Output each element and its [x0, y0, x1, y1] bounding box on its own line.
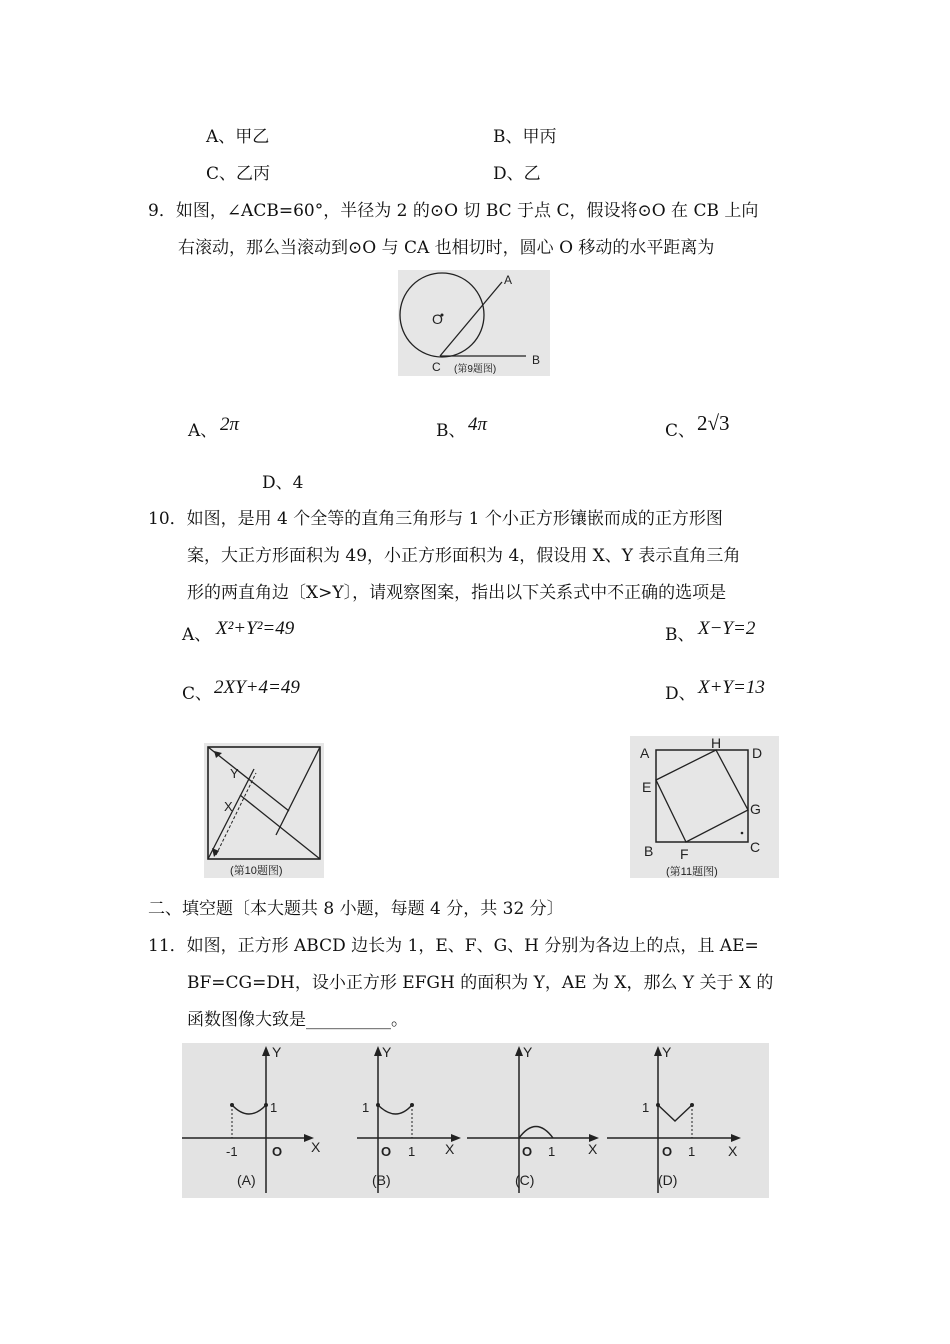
q9-option-c-value: 2√3 — [697, 411, 730, 435]
label-a: A — [504, 273, 513, 287]
q11-stem-line-2: BF=CG=DH，设小正方形 EFGH 的面积为 Y，AE 为 X，那么 Y 关于 X 的 — [187, 973, 774, 993]
label-o: O — [432, 311, 443, 327]
svg-text:O: O — [662, 1144, 673, 1159]
svg-text:Y: Y — [523, 1044, 533, 1060]
q9-option-b-value: 4π — [468, 414, 488, 435]
q9-caption: (第9题图) — [454, 364, 497, 375]
label-e: E — [642, 779, 652, 795]
q8-option-a: A、甲乙 — [206, 127, 270, 147]
q9-option-b-label: B、 — [436, 421, 466, 441]
q9-figure — [398, 270, 550, 376]
svg-text:O: O — [522, 1144, 533, 1159]
svg-text:1: 1 — [548, 1144, 556, 1159]
q10-option-b-value: X−Y=2 — [698, 618, 756, 639]
label-b: B — [532, 353, 541, 367]
q10-option-d-value: X+Y=13 — [698, 677, 765, 698]
label-d: D — [752, 745, 763, 761]
q11-stem-line-3: 函数图像大致是__________。 — [187, 1010, 408, 1030]
label-a: A — [640, 745, 650, 761]
svg-text:X: X — [588, 1141, 598, 1157]
q11-caption: (第11题图) — [666, 866, 718, 878]
q9-stem-line-1: 9．如图，∠ACB=60°，半径为 2 的⊙O 切 BC 于点 C，假设将⊙O 在 CB 上向 — [148, 201, 759, 221]
label-g: G — [750, 801, 761, 817]
svg-text:X: X — [728, 1143, 738, 1159]
svg-text:1: 1 — [642, 1100, 650, 1115]
label-y: Y — [230, 766, 239, 781]
q10-stem-line-3: 形的两直角边〔X>Y〕，请观察图案，指出以下关系式中不正确的选项是 — [187, 583, 727, 603]
graph-b — [357, 1044, 461, 1193]
graph-d — [607, 1044, 741, 1193]
graph-a-label: (A) — [237, 1172, 256, 1188]
graph-d-label: (D) — [658, 1172, 678, 1188]
q9-option-d: D、4 — [262, 473, 304, 493]
label-f: F — [680, 846, 689, 862]
svg-text:O: O — [381, 1144, 392, 1159]
q9-option-a-value: 2π — [220, 414, 240, 435]
q10-figure — [204, 743, 324, 878]
section-2-heading: 二、填空题〔本大题共 8 小题，每题 4 分，共 32 分〕 — [148, 899, 564, 919]
label-c: C — [750, 839, 761, 855]
q10-stem-line-2: 案，大正方形面积为 49，小正方形面积为 4，假设用 X、Y 表示直角三角 — [187, 546, 741, 566]
label-c: C — [432, 360, 441, 374]
label-b: B — [644, 843, 654, 859]
svg-text:1: 1 — [362, 1100, 370, 1115]
graph-c-label: (C) — [515, 1172, 535, 1188]
q11-graphs — [182, 1043, 769, 1198]
q9-option-a-label: A、 — [188, 421, 218, 441]
graph-c — [467, 1044, 599, 1193]
q8-option-d: D、乙 — [493, 164, 541, 184]
q10-option-d-label: D、 — [665, 684, 696, 704]
q10-option-c-value: 2XY+4=49 — [214, 677, 300, 698]
label-x: X — [224, 799, 233, 814]
svg-text:Y: Y — [272, 1044, 282, 1060]
svg-text:Y: Y — [662, 1044, 672, 1060]
q9-option-c-label: C、 — [665, 421, 696, 441]
svg-text:X: X — [445, 1141, 455, 1157]
q8-option-c: C、乙丙 — [206, 164, 271, 184]
q10-stem-line-1: 10．如图，是用 4 个全等的直角三角形与 1 个小正方形镶嵌而成的正方形图 — [148, 509, 723, 529]
svg-text:1: 1 — [270, 1100, 278, 1115]
svg-text:1: 1 — [408, 1144, 416, 1159]
q10-caption: (第10题图) — [230, 865, 283, 877]
svg-text:1: 1 — [688, 1144, 696, 1159]
q10-option-c-label: C、 — [182, 684, 213, 704]
svg-text:X: X — [311, 1139, 321, 1155]
svg-text:-1: -1 — [226, 1144, 238, 1159]
q11-figure — [630, 736, 779, 878]
q11-stem-line-1: 11．如图，正方形 ABCD 边长为 1，E、F、G、H 分别为各边上的点，且 AE= — [148, 936, 759, 956]
svg-text:Y: Y — [382, 1044, 392, 1060]
q10-option-a-label: A、 — [182, 625, 212, 645]
q9-stem-line-2: 右滚动，那么当滚动到⊙O 与 CA 也相切时，圆心 O 移动的水平距离为 — [178, 238, 715, 258]
label-h: H — [711, 736, 722, 751]
q10-option-b-label: B、 — [665, 625, 695, 645]
svg-text:O: O — [272, 1144, 283, 1159]
q8-option-b: B、甲丙 — [493, 127, 557, 147]
graph-b-label: (B) — [372, 1172, 391, 1188]
graph-a — [182, 1044, 321, 1193]
q10-option-a-value: X²+Y²=49 — [216, 618, 295, 639]
